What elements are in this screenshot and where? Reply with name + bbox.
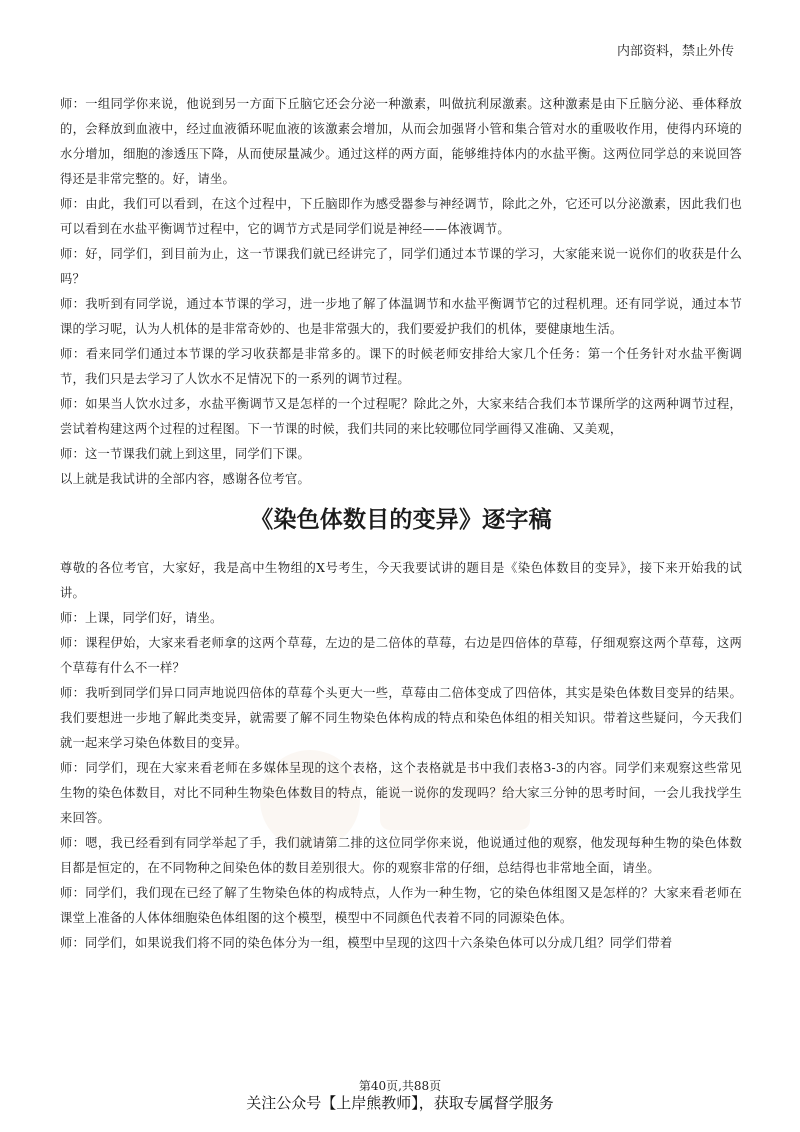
paragraph: 师：同学们，我们现在已经了解了生物染色体的构成特点，人作为一种生物，它的染色体组图又是怎样的？大家来看老师在课堂上准备的人体体细胞染色体组图的这个模型，模型中不同颜色代表着不同的同源染色体。 — [60, 886, 742, 925]
paragraph: 师：课程伊始，大家来看老师拿的这两个草莓，左边的是二倍体的草莓，右边是四倍体的草莓，仔细观察这两个草莓，这两个草莓有什么不一样？ — [60, 636, 742, 675]
section-title: 《染色体数目的变异》逐字稿 — [250, 507, 552, 533]
paragraph: 师：由此，我们可以看到，在这个过程中，下丘脑即作为感受器参与神经调节，除此之外，它还可以分泌激素，因此我们也可以看到在水盐平衡调节过程中，它的调节方式是同学们说是神经——体液调节。 — [60, 197, 742, 236]
paragraph: 以上就是我试讲的全部内容，感谢各位考官。 — [60, 472, 310, 486]
paragraph: 师：一组同学你来说，他说到另一方面下丘脑它还会分泌一种激素，叫做抗利尿激素。这种激素是由下丘脑分泌、垂体释放的，会释放到血液中，经过血液循环呢血液的该激素会增加，从而会加强肾小管和集合管对水的重吸收作用，使得内环境的水分增加，细胞的渗透压下降，从而使尿量减少。通过这样的两方面，能够维持体内的水盐平衡。这两位同学总的来说回答得还是非常完整的。好，请坐。 — [60, 97, 742, 186]
footer-promo-text: 关注公众号【上岸熊教师】，获取专属督学服务 — [246, 1094, 554, 1112]
paragraph: 师：如果当人饮水过多，水盐平衡调节又是怎样的一个过程呢？除此之外，大家来结合我们本节课所学的这两种调节过程，尝试着构建这两个过程的过程图。下一节课的时候，我们共同的来比较哪位同学画得又准确、又美观， — [60, 397, 742, 436]
paragraph: 师：看来同学们通过本节课的学习收获都是非常多的。课下的时候老师安排给大家几个任务：第一个任务针对水盐平衡调节，我们只是去学习了人饮水不足情况下的一系列的调节过程。 — [60, 347, 742, 386]
paragraph: 师：这一节课我们就上到这里，同学们下课。 — [60, 447, 310, 461]
paragraph: 师：上课，同学们好，请坐。 — [60, 611, 223, 625]
paragraph: 尊敬的各位考官，大家好，我是高中生物组的X号考生，今天我要试讲的题目是《染色体数目的变异》，接下来开始我的试讲。 — [60, 561, 742, 600]
paragraph: 师：同学们，现在大家来看老师在多媒体呈现的这个表格，这个表格就是书中我们表格3-3的内容。同学们来观察这些常见生物的染色体数目，对比不同种生物染色体数目的特点，能说一说你的发现吗？给大家三分钟的思考时间，一会儿我找学生来回答。 — [60, 761, 742, 825]
paragraph: 师：同学们，如果说我们将不同的染色体分为一组，模型中呈现的这四十六条染色体可以分成几组？同学们带着 — [60, 936, 673, 950]
header-confidential-note: 内部资料，禁止外传 — [616, 44, 734, 59]
paragraph: 师：嗯，我已经看到有同学举起了手，我们就请第二排的这位同学你来说，他说通过他的观察，他发现每种生物的染色体数目都是恒定的，在不同物种之间染色体的数目差别很大。你的观察非常的仔细，总结得也非常地全面，请坐。 — [60, 836, 742, 875]
paragraph: 师：我听到同学们异口同声地说四倍体的草莓个头更大一些，草莓由二倍体变成了四倍体，其实是染色体数目变异的结果。我们要想进一步地了解此类变异，就需要了解不同生物染色体构成的特点和染色体组的相关知识。带着这些疑问，今天我们就一起来学习染色体数目的变异。 — [60, 686, 742, 750]
paragraph: 师：我听到有同学说，通过本节课的学习，进一步地了解了体温调节和水盐平衡调节它的过程机理。还有同学说，通过本节课的学习呢，认为人机体的是非常奇妙的、也是非常强大的，我们要爱护我们的机体，要健康地生活。 — [60, 297, 742, 336]
page-number: 第40页,共88页 — [358, 1079, 442, 1093]
document-body — [60, 92, 742, 956]
paragraph: 师：好，同学们，到目前为止，这一节课我们就已经讲完了，同学们通过本节课的学习，大家能来说一说你们的收获是什么吗？ — [60, 247, 742, 286]
